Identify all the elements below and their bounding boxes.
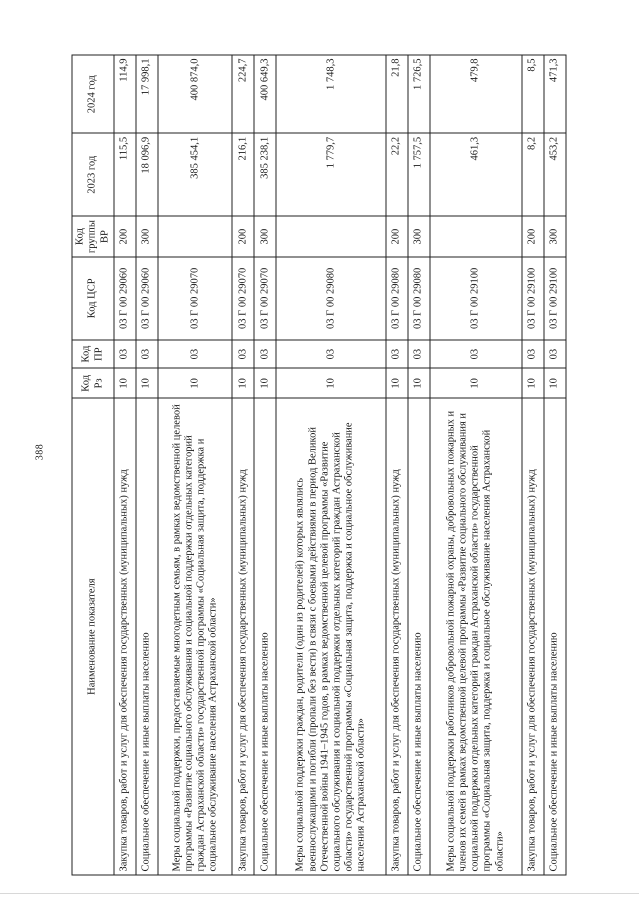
table-header-row xyxy=(72,55,114,875)
cell-pr: 03 xyxy=(408,340,430,369)
cell-rz: 10 xyxy=(158,368,233,398)
cell-pr: 03 xyxy=(254,340,276,369)
cell-2023: 115,5 xyxy=(114,133,136,216)
cell-pr: 03 xyxy=(232,340,254,369)
cell-rz: 10 xyxy=(232,368,254,398)
rotated-budget-table-container xyxy=(72,55,567,876)
cell-name: Закупка товаров, работ и услуг для обеспечения государственных (муниципальных) нужд xyxy=(522,398,544,875)
table-row xyxy=(386,55,408,875)
cell-csr: 03 Г 00 29080 xyxy=(408,257,430,340)
cell-2023: 8,2 xyxy=(522,133,544,216)
cell-2024: 1 726,5 xyxy=(408,55,430,133)
header-name: Наименование показателя xyxy=(72,398,114,875)
header-2024: 2024 год xyxy=(72,55,114,133)
cell-vr: 200 xyxy=(114,216,136,257)
cell-vr: 300 xyxy=(408,216,430,257)
table-row xyxy=(232,55,254,875)
cell-vr: 300 xyxy=(544,216,566,257)
cell-vr xyxy=(276,216,386,257)
table-row xyxy=(276,55,386,875)
cell-pr: 03 xyxy=(386,340,408,369)
table-row xyxy=(544,55,566,875)
cell-rz: 10 xyxy=(386,368,408,398)
cell-rz: 10 xyxy=(276,368,386,398)
cell-vr: 300 xyxy=(136,216,158,257)
cell-name: Меры социальной поддержки, предоставляемые многодетным семьям, в рамках ведомственной целевой программы «Развитие социального обслуживания и социальной поддержки отдельных категорий граждан Астраханской области» государственной программы «Социальная защита, поддержка и социальное обслуживание населения Астраханской области» xyxy=(158,398,233,875)
cell-rz: 10 xyxy=(430,368,522,398)
cell-csr: 03 Г 00 29060 xyxy=(136,257,158,340)
cell-csr: 03 Г 00 29100 xyxy=(544,257,566,340)
cell-2023: 22,2 xyxy=(386,133,408,216)
cell-pr: 03 xyxy=(136,340,158,369)
header-vr: Код группы ВР xyxy=(72,216,114,257)
cell-vr: 200 xyxy=(232,216,254,257)
cell-pr: 03 xyxy=(158,340,233,369)
cell-name: Меры социальной поддержки граждан, родители (один из родителей) которых являлись военнослужащими и погибли (пропали без вести) в связи с боевыми действиями в период Великой Отечественной войны 1941–1945 годов, в рамках ведомственной целевой программы «Развитие социального обслуживания и социальной поддержки отдельных категорий граждан Астраханской области» государственной программы «Социальная защита, поддержка и социальное обслуживание населения Астраханской области» xyxy=(276,398,386,875)
cell-2024: 479,8 xyxy=(430,55,522,133)
table-row xyxy=(158,55,233,875)
cell-2023: 216,1 xyxy=(232,133,254,216)
cell-2024: 400 649,3 xyxy=(254,55,276,133)
cell-rz: 10 xyxy=(136,368,158,398)
cell-rz: 10 xyxy=(544,368,566,398)
table-row xyxy=(136,55,158,875)
cell-csr: 03 Г 00 29080 xyxy=(276,257,386,340)
cell-rz: 10 xyxy=(114,368,136,398)
cell-pr: 03 xyxy=(430,340,522,369)
table-row xyxy=(114,55,136,875)
header-csr: Код ЦСР xyxy=(72,257,114,340)
cell-2023: 385 454,1 xyxy=(158,133,233,216)
cell-csr: 03 Г 00 29070 xyxy=(232,257,254,340)
cell-csr: 03 Г 00 29100 xyxy=(522,257,544,340)
cell-name: Закупка товаров, работ и услуг для обеспечения государственных (муниципальных) нужд xyxy=(386,398,408,875)
cell-2024: 114,9 xyxy=(114,55,136,133)
header-rz: Код Рз xyxy=(72,368,114,398)
cell-pr: 03 xyxy=(544,340,566,369)
cell-csr: 03 Г 00 29070 xyxy=(158,257,233,340)
cell-2024: 400 874,0 xyxy=(158,55,233,133)
header-2023: 2023 год xyxy=(72,133,114,216)
table-row xyxy=(522,55,544,875)
cell-csr: 03 Г 00 29070 xyxy=(254,257,276,340)
cell-2023: 1 779,7 xyxy=(276,133,386,216)
cell-name: Закупка товаров, работ и услуг для обеспечения государственных (муниципальных) нужд xyxy=(232,398,254,875)
cell-rz: 10 xyxy=(522,368,544,398)
cell-2023: 18 096,9 xyxy=(136,133,158,216)
cell-pr: 03 xyxy=(114,340,136,369)
cell-csr: 03 Г 00 29080 xyxy=(386,257,408,340)
cell-rz: 10 xyxy=(408,368,430,398)
cell-2024: 17 998,1 xyxy=(136,55,158,133)
cell-vr: 200 xyxy=(386,216,408,257)
budget-table xyxy=(72,55,567,876)
cell-vr xyxy=(430,216,522,257)
cell-2024: 8,5 xyxy=(522,55,544,133)
cell-rz: 10 xyxy=(254,368,276,398)
cell-vr xyxy=(158,216,233,257)
cell-csr: 03 Г 00 29060 xyxy=(114,257,136,340)
scan-bottom-rule xyxy=(0,893,639,894)
table-row xyxy=(254,55,276,875)
cell-pr: 03 xyxy=(276,340,386,369)
cell-2023: 453,2 xyxy=(544,133,566,216)
cell-name: Меры социальной поддержки работников добровольной пожарной охраны, добровольных пожарных и членов их семей в рамках ведомственной целевой программы «Развитие социального обслуживания и социальной поддержки отдельных категорий граждан Астраханской области» государственной программы «Социальная защита, поддержка и социальное обслуживание населения Астраханской области» xyxy=(430,398,522,875)
cell-vr: 200 xyxy=(522,216,544,257)
cell-csr: 03 Г 00 29100 xyxy=(430,257,522,340)
cell-2024: 471,3 xyxy=(544,55,566,133)
cell-name: Социальное обеспечение и иные выплаты населению xyxy=(544,398,566,875)
cell-pr: 03 xyxy=(522,340,544,369)
page-number: 388 xyxy=(34,443,46,461)
table-row xyxy=(408,55,430,875)
cell-name: Социальное обеспечение и иные выплаты населению xyxy=(136,398,158,875)
cell-2023: 1 757,5 xyxy=(408,133,430,216)
cell-name: Социальное обеспечение и иные выплаты населению xyxy=(254,398,276,875)
table-row xyxy=(430,55,522,875)
cell-2024: 224,7 xyxy=(232,55,254,133)
cell-2023: 461,3 xyxy=(430,133,522,216)
cell-2024: 1 748,3 xyxy=(276,55,386,133)
header-pr: Код ПР xyxy=(72,340,114,369)
cell-name: Закупка товаров, работ и услуг для обеспечения государственных (муниципальных) нужд xyxy=(114,398,136,875)
cell-vr: 300 xyxy=(254,216,276,257)
cell-name: Социальное обеспечение и иные выплаты населению xyxy=(408,398,430,875)
cell-2024: 21,8 xyxy=(386,55,408,133)
cell-2023: 385 238,1 xyxy=(254,133,276,216)
